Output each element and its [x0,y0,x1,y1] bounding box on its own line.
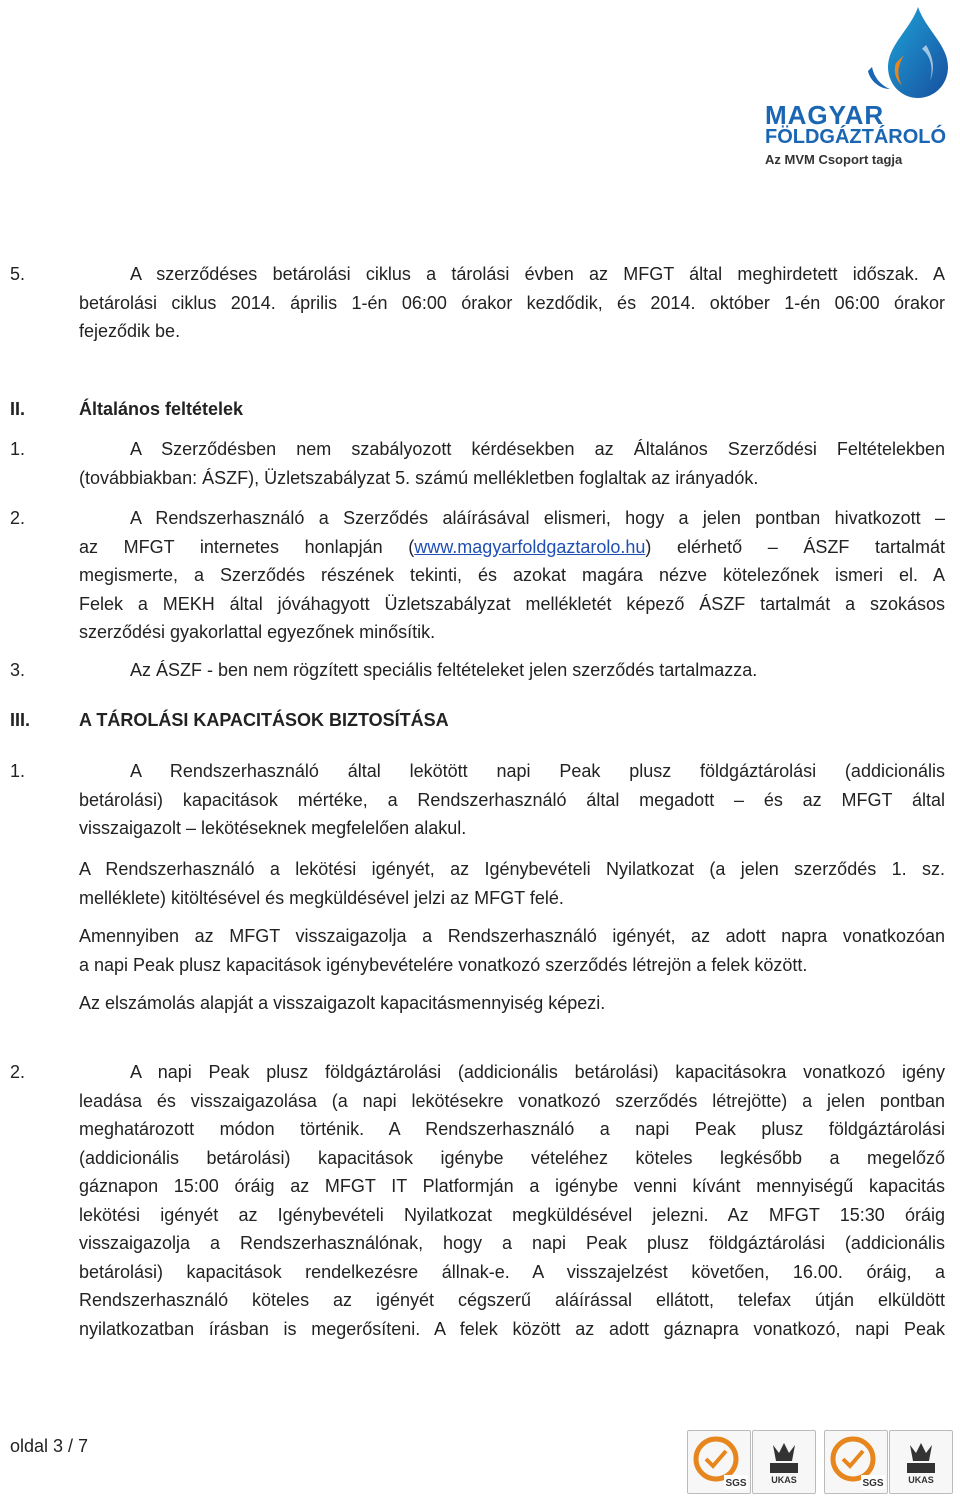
ukas-certification-badge [889,1430,953,1494]
badge-label: SGS [725,1478,747,1489]
badge-label: UKAS [908,1475,934,1485]
para-line: betárolási) kapacitások mértéke, a Rendszerhasználó által megadott – és az MFGT által [79,789,945,810]
item-5-line: fejeződik be. [79,321,181,341]
section-2-item-2-text [79,504,945,647]
section-2-item-2-line: A Rendszerhasználó a Szerződés aláírásával elismeri, hogy a jelen pontban hivatkozott – [130,508,945,528]
page-number: oldal 3 / 7 [10,1436,89,1456]
section-2-item-1-line: A Szerződésben nem szabályozott kérdésekben az Általános Szerződési Feltételekben [130,439,945,459]
droplet-icon [860,5,955,100]
section-2-item-3-text: Az ÁSZF - ben nem rögzített speciális feltételeket jelen szerződés tartalmazza. [130,660,758,680]
item-5-number: 5. [10,264,26,284]
badge-label: UKAS [771,1475,797,1485]
para-line: A Rendszerhasználó a lekötési igényét, az Igénybevételi Nyilatkozat (a jelen szerződés 1. sz. [79,859,945,879]
section-2-item-1-line: (továbbiakban: ÁSZF), Üzletszabályzat 5. számú mellékletben foglaltak az irányadók. [79,467,759,488]
ukas-crown-icon [890,1431,952,1493]
para-line: lekötési igényét az Igénybevételi Nyilatkozat megküldésével jelezni. Az MFGT 15:30 óráig [79,1204,945,1225]
website-link[interactable]: www.magyarfoldgaztarolo.hu [414,536,646,557]
para-line: (addicionális betárolási) kapacitások igénybe vételéhez köteles legkésőbb a megelőző [79,1147,945,1168]
section-2-item-2-line: megismerte, a Szerződés részének tekinti, és azokat magára nézve kötelezőnek ismeri el. A [79,565,945,585]
para-line: gáznapon 15:00 óráig az MFGT IT Platformján a igénybe venni kívánt mennyiségű kapacitás [79,1176,945,1196]
section-2-number: II. [10,399,26,419]
para-line: Amennyiben az MFGT visszaigazolja a Rendszerhasználó igényét, az adott napra vonatkozóan [79,926,945,946]
section-2-item-3-number: 3. [10,660,26,680]
para-line: visszaigazolja a Rendszerhasználónak, hogy a napi Peak plusz földgáztárolási (addicionális [79,1233,945,1253]
item-5-text [79,260,945,346]
section-3-item-1-para-2 [79,855,945,912]
item-5-line: betárolási ciklus 2014. április 1-én 06:00 órakor kezdődik, és 2014. október 1-én 06:00 órakor [79,292,945,313]
para-line: nyilatkozatban írásban is megerősíteni. A felek között az adott gáznapra vonatkozó, napi Peak [79,1318,945,1339]
section-2-item-2-line-2 [79,533,945,562]
item-5-line: A szerződéses betárolási ciklus a tárolási évben az MFGT által meghirdetett időszak. A [130,264,945,284]
para-line: betárolási) kapacitások rendelkezésre állnak-e. A visszajelzést követően, 16.00. óráig, a [79,1261,945,1282]
line-2-pre: az MFGT internetes honlapján ( [79,536,415,557]
section-2-title: Általános feltételek [79,399,244,419]
para-line: visszaigazolt – lekötéseknek megfelelően alakul. [79,818,467,838]
para-line: leadása és visszaigazolása (a napi lekötésekre vonatkozó szerződés létrejötte) a jelen pontban [79,1090,945,1111]
section-2-item-2-line: Felek a MEKH által jóváhagyott Üzletszabályzat mellékletét képező ÁSZF tartalmát a szokásos [79,593,945,614]
section-3-item-1-para-4: Az elszámolás alapját a visszaigazolt kapacitásmennyiség képezi. [79,993,606,1013]
para-line: Rendszerhasználó köteles az igényét cégszerű aláírással ellátott, telefax útján elküldött [79,1290,945,1310]
section-3-item-1-para-3 [79,922,945,979]
section-2-item-2-number: 2. [10,508,26,528]
sgs-certification-badge [824,1430,888,1494]
section-3-item-2-number: 2. [10,1062,26,1082]
para-line: meghatározott módon történik. A Rendszerhasználó a napi Peak plusz földgáztárolási [79,1119,945,1139]
logo-line-1: MAGYAR [765,100,885,130]
para-line: A napi Peak plusz földgáztárolási (addicionális betárolási) kapacitásokra vonatkozó igény [130,1062,945,1082]
para-line: a napi Peak plusz kapacitások igénybevételére vonatkozó szerződés létrejön a felek között. [79,954,808,975]
section-2-item-1-text [79,435,945,492]
section-3-number: III. [10,710,31,730]
sgs-seal-icon [825,1431,887,1493]
logo-line-2: FÖLDGÁZTÁROLÓ [765,126,947,148]
ukas-certification-badge [752,1430,816,1494]
section-3-item-1-para-1 [79,757,945,843]
badge-label: SGS [862,1478,884,1489]
para-line: A Rendszerhasználó által lekötött napi Peak plusz földgáztárolási (addicionális [130,761,945,781]
logo-line-3: Az MVM Csoport tagja [765,152,903,167]
para-line: melléklete) kitöltésével és megküldésével jelzi az MFGT felé. [79,887,564,908]
section-2-item-2-line: szerződési gyakorlattal egyezőnek minősítik. [79,622,436,642]
ukas-crown-icon [753,1431,815,1493]
sgs-certification-badge [687,1430,751,1494]
sgs-seal-icon [688,1431,750,1493]
section-3-title: A TÁROLÁSI KAPACITÁSOK BIZTOSÍTÁSA [79,710,449,730]
section-3-item-1-number: 1. [10,761,26,781]
section-2-item-1-number: 1. [10,439,26,459]
line-2-post: ) elérhető – ÁSZF tartalmát [645,536,945,557]
section-3-item-2-text [79,1058,945,1343]
